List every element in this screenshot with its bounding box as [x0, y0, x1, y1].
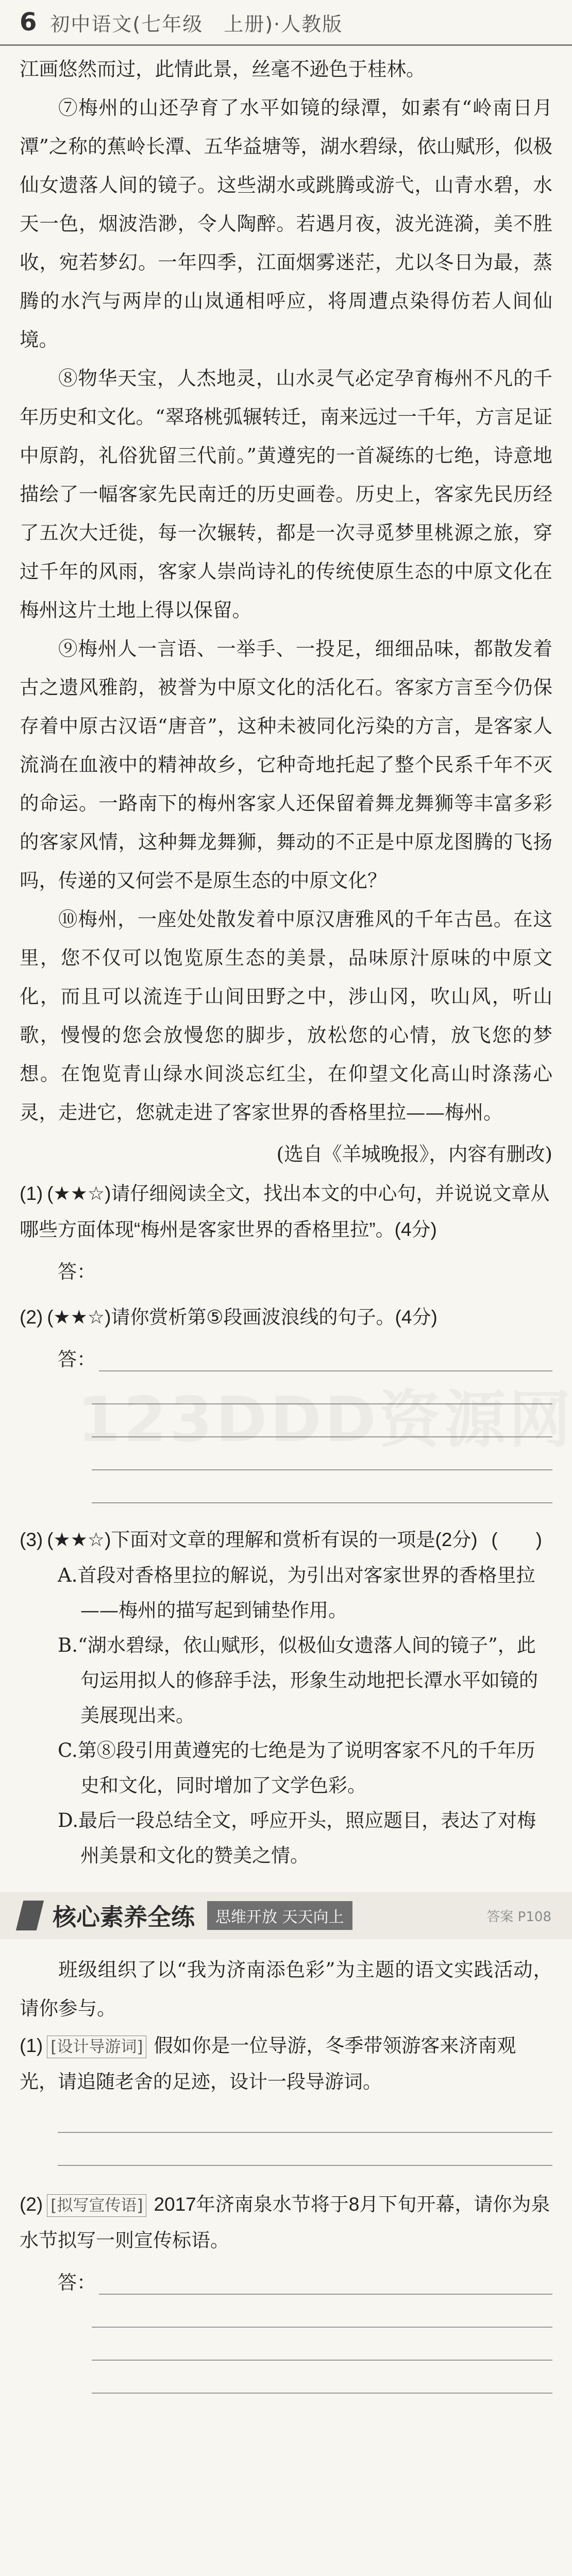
- answer-lines-task-2: [20, 2295, 552, 2394]
- answer-label: 答：: [58, 2272, 96, 2294]
- page-number: 6: [20, 8, 37, 37]
- difficulty-stars: (★★☆): [47, 1529, 111, 1550]
- task-1: [20, 2028, 552, 2166]
- answer-label: 答：: [58, 1261, 96, 1283]
- answer-area-task-2[interactable]: [20, 2259, 552, 2295]
- question-3-text: [20, 1522, 552, 1558]
- section-title: 核心素养全练: [53, 1903, 195, 1931]
- answer-line[interactable]: [99, 1348, 552, 1371]
- question-2: [20, 1299, 552, 1503]
- answer-line[interactable]: [92, 1371, 552, 1404]
- question-number: (2): [20, 1307, 43, 1328]
- answer-line[interactable]: [92, 2361, 552, 2394]
- answer-lines-task-1: [20, 2100, 552, 2166]
- task-tag: [拟写宣传语]: [47, 2194, 146, 2217]
- answer-line[interactable]: [92, 2328, 552, 2361]
- answer-line[interactable]: [92, 1470, 552, 1503]
- banner-decoration-icon: [16, 1901, 44, 1930]
- task-tag: [设计导游词]: [47, 2036, 146, 2058]
- article-paragraph: ⑧物华天宝，人杰地灵，山水灵气必定孕育梅州不凡的千年历史和文化。“翠珞桃弧辗转迁，南来远过一千年，方言足证中原韵，礼俗犹留三代前。”黄遵宪的一首凝练的七绝，诗意地描绘了一幅客家先民南迁的历史画卷。历史上，客家先民历经了五次大迁徙，每一次辗转，都是一次寻觅梦里桃源之旅，穿过千年的风雨，客家人崇尚诗礼的传统使原生态的中原文化在梅州这片土地上得以保留。: [20, 367, 552, 621]
- task-number: (2): [20, 2194, 43, 2215]
- option-d[interactable]: D.最后一段总结全文，呼应开头，照应题目，表达了对梅州美景和文化的赞美之情。: [58, 1809, 536, 1867]
- answer-line[interactable]: [58, 2133, 552, 2166]
- question-prompt: 请你赏析第⑤段画波浪线的句子。(4分): [111, 1307, 438, 1328]
- article-paragraph: ⑦梅州的山还孕育了水平如镜的绿潭，如素有“岭南日月潭”之称的蕉岭长潭、五华益塘等，湖水碧绿，依山赋形，似极仙女遗落人间的镜子。这些湖水或跳腾或游弋，山青水碧，水天一色，烟波浩渺，令人陶醉。若遇月夜，波光涟漪，美不胜收，宛若梦幻。一年四季，江面烟雾迷茫，尤以冬日为最，蒸腾的水汽与两岸的山岚通相呼应，将周遭点染得仿若人间仙境。: [20, 96, 552, 351]
- section-slogan: 思维开放 天天向上: [207, 1901, 352, 1930]
- question-prompt: 下面对文章的理解和赏析有误的一项是(2分): [111, 1529, 478, 1550]
- answer-area-1[interactable]: [20, 1248, 552, 1284]
- article-paragraph: ⑨梅州人一言语、一举手、一投足，细细品味，都散发着古之遗风雅韵，被誉为中原文化的活化石。客家方言至今仍保存着中原古汉语“唐音”，这种未被同化污染的方言，是客家人流淌在血液中的精神故乡，它种奇地托起了整个民系千年不灭的命运。一路南下的梅州客家人还保留着舞龙舞狮等丰富多彩的客家风情，这种舞龙舞狮，舞动的不正是中原龙图腾的飞扬吗，传递的又何尝不是原生态的中原文化？: [20, 637, 552, 892]
- practice-intro: 班级组织了以“我为济南添色彩”为主题的语文实践活动，请你参与。: [20, 1958, 552, 2020]
- task-2: [20, 2187, 552, 2394]
- question-prompt: 请仔细阅读全文，找出本文的中心句，并说说文章从哪些方面体现“梅州是客家世界的香格里拉”。(4分): [20, 1183, 550, 1240]
- task-1-text: [20, 2028, 552, 2100]
- answer-lines-2: [20, 1371, 552, 1503]
- answer-paren[interactable]: ( ): [491, 1529, 542, 1550]
- question-2-text: [20, 1299, 552, 1335]
- question-number: (1): [20, 1183, 43, 1204]
- answer-line[interactable]: [92, 2295, 552, 2328]
- difficulty-stars: (★★☆): [47, 1307, 111, 1328]
- article-paragraph: ⑩梅州，一座处处散发着中原汉唐雅风的千年古邑。在这里，您不仅可以饱览原生态的美景，品味原汁原味的中原文化，而且可以流连于山间田野之中，涉山冈，吹山风，听山歌，慢慢的您会放慢您的脚步，放松您的心情，放飞您的梦想。在饱览青山绿水间淡忘红尘，在仰望文化高山时涤荡心灵，走进它，您就走进了客家世界的香格里拉——梅州。: [20, 908, 552, 1124]
- article-source: (选自《羊城晚报》，内容有删改): [276, 1143, 552, 1165]
- section-banner: [0, 1892, 572, 1939]
- answer-line[interactable]: [99, 2271, 552, 2295]
- answer-line[interactable]: [92, 1437, 552, 1470]
- page-header: [0, 0, 572, 46]
- answer-area-2[interactable]: [20, 1335, 552, 1371]
- task-prompt: 假如你是一位导游，冬季带领游客来济南观光，请追随老舍的足迹，设计一段导游词。: [20, 2035, 516, 2092]
- question-1-text: [20, 1176, 552, 1248]
- task-2-text: [20, 2187, 552, 2259]
- option-a[interactable]: A.首段对香格里拉的解说，为引出对客家世界的香格里拉——梅州的描写起到铺垫作用。: [58, 1564, 535, 1621]
- task-number: (1): [20, 2035, 43, 2056]
- option-b[interactable]: B.“湖水碧绿，依山赋形，似极仙女遗落人间的镜子”，此句运用拟人的修辞手法，形象生动地把长潭水平如镜的美展现出来。: [58, 1634, 538, 1726]
- question-3: [20, 1522, 552, 1873]
- answer-line[interactable]: [58, 2100, 552, 2133]
- answer-line[interactable]: [92, 1404, 552, 1437]
- question-1: [20, 1176, 552, 1284]
- practice-section: [20, 1951, 552, 2394]
- task-prompt: 2017年济南泉水节将于8月下旬开幕，请你为泉水节拟写一则宣传标语。: [20, 2194, 550, 2251]
- difficulty-stars: (★★☆): [47, 1183, 111, 1204]
- article-paragraph: 江画悠然而过，此情此景，丝毫不逊色于桂林。: [20, 58, 426, 80]
- reading-article: [20, 50, 552, 1174]
- answer-page-ref: 答案 P108: [486, 1909, 551, 1925]
- option-c[interactable]: C.第⑧段引用黄遵宪的七绝是为了说明客家不凡的千年历史和文化，同时增加了文学色彩。: [58, 1739, 535, 1797]
- book-title: 初中语文(七年级 上册)·人教版: [50, 12, 343, 36]
- question-number: (3): [20, 1529, 43, 1550]
- answer-label: 答：: [58, 1348, 96, 1370]
